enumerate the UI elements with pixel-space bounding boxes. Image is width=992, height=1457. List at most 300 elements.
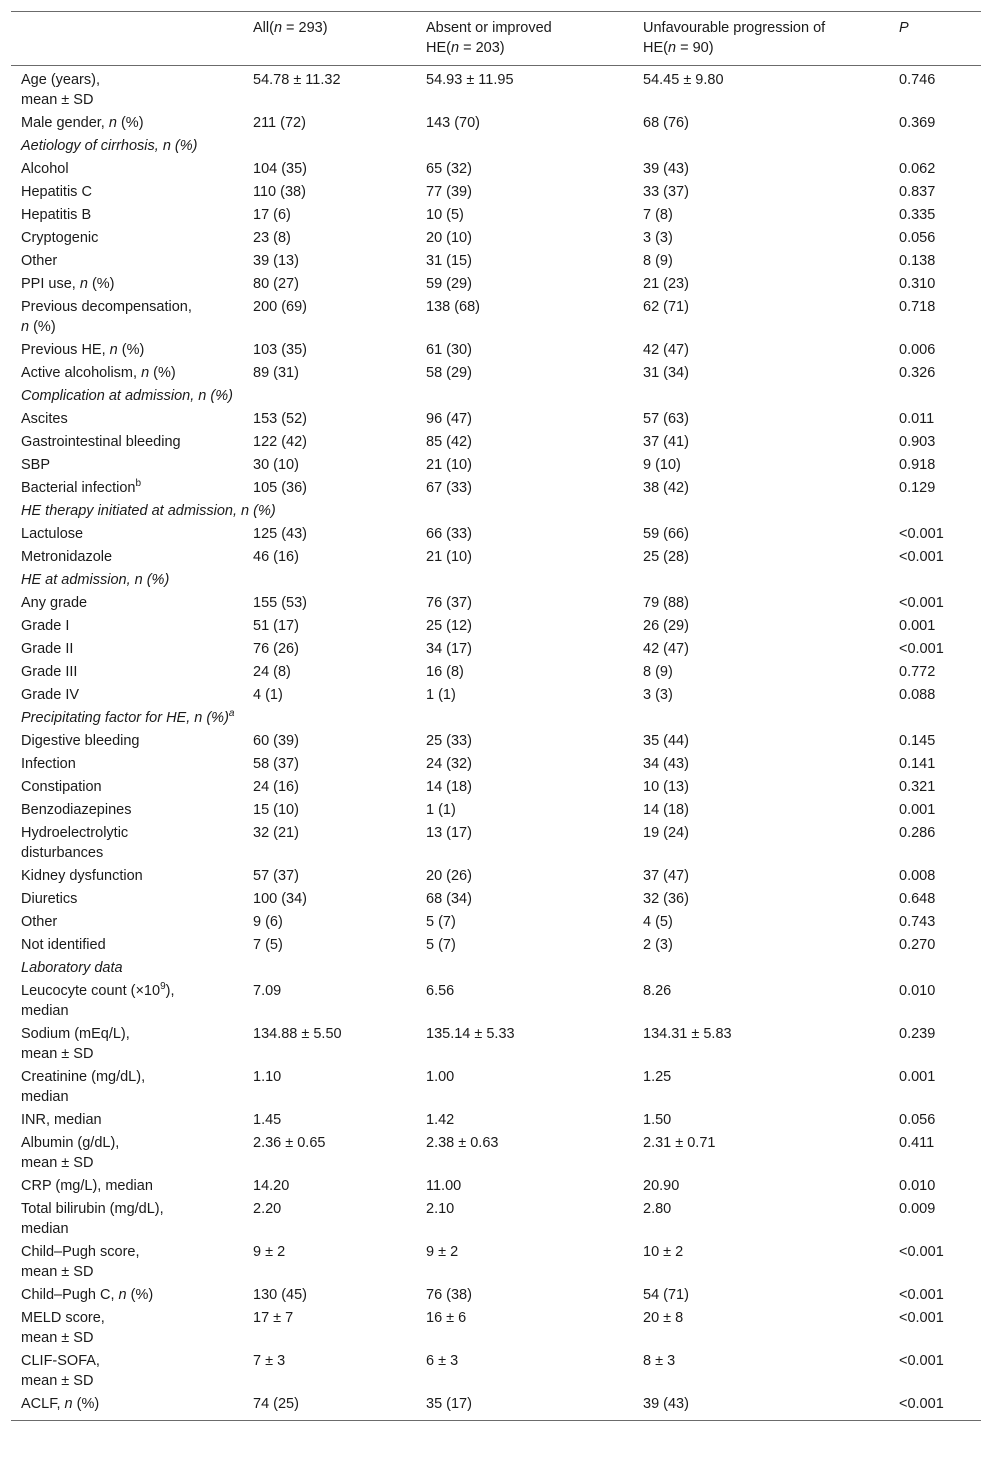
row-label-part: Hepatitis B	[21, 207, 92, 223]
row-label-part: Age (years), mean ± SD	[21, 72, 100, 108]
cell-p-value: 0.270	[899, 937, 936, 953]
cell-all: 76 (26)	[253, 641, 299, 657]
cell-all: 122 (42)	[253, 434, 308, 450]
row-label	[11, 204, 243, 227]
cell-unfavourable: 59 (66)	[643, 526, 689, 542]
row-label-part: n	[64, 1396, 73, 1412]
cell-unfavourable: 19 (24)	[643, 825, 689, 841]
row-label-part: Bacterial infection	[21, 480, 136, 496]
cell-unfavourable: 1.50	[643, 1112, 672, 1128]
cell-absent: 6.56	[426, 983, 455, 999]
cell-p-value: 0.010	[899, 1178, 936, 1194]
cell-unfavourable: 26 (29)	[643, 618, 689, 634]
table-row	[11, 1132, 981, 1175]
cell-all: 9 (6)	[253, 914, 283, 930]
section-label-text: Aetiology of cirrhosis, n (%)	[21, 138, 198, 154]
row-label-part: (%)	[126, 1287, 154, 1303]
cell-p-value: 0.411	[899, 1135, 935, 1151]
row-label	[11, 1284, 243, 1307]
row-label-part: Total bilirubin (mg/dL), median	[21, 1201, 164, 1237]
cell-p-value: 0.718	[899, 299, 936, 315]
section-label-text: Laboratory data	[21, 960, 123, 976]
cell-unfavourable: 4 (5)	[643, 914, 673, 930]
cell-unfavourable: 7 (8)	[643, 207, 673, 223]
table-row	[11, 822, 981, 865]
cell-all: 153 (52)	[253, 411, 308, 427]
cell-unfavourable: 8.26	[643, 983, 672, 999]
row-label	[11, 477, 243, 500]
row-label-part: MELD score, mean ± SD	[21, 1310, 105, 1346]
cell-all: 155 (53)	[253, 595, 308, 611]
cell-absent: 1.00	[426, 1069, 455, 1085]
cell-p-value: 0.088	[899, 687, 936, 703]
row-label	[11, 227, 243, 250]
cell-unfavourable: 37 (47)	[643, 868, 689, 884]
table-row	[11, 730, 981, 753]
cell-all: 1.10	[253, 1069, 282, 1085]
cell-unfavourable: 68 (76)	[643, 115, 689, 131]
row-label-part: Metronidazole	[21, 549, 113, 565]
row-label-part: Grade III	[21, 664, 78, 680]
cell-unfavourable: 10 ± 2	[643, 1244, 684, 1260]
cell-p-value: <0.001	[899, 526, 944, 542]
cell-absent: 138 (68)	[426, 299, 481, 315]
cell-p-value: 0.001	[899, 802, 936, 818]
row-label-part: CRP (mg/L), median	[21, 1178, 153, 1194]
table-row	[11, 1350, 981, 1393]
cell-unfavourable: 32 (36)	[643, 891, 689, 907]
cell-unfavourable: 31 (34)	[643, 365, 689, 381]
row-label-part: Child–Pugh C,	[21, 1287, 119, 1303]
cell-p-value: 0.335	[899, 207, 936, 223]
table-row	[11, 776, 981, 799]
row-label-part: (%)	[116, 115, 144, 131]
row-label-part: CLIF-SOFA, mean ± SD	[21, 1353, 100, 1389]
cell-p-value: 0.010	[899, 983, 936, 999]
row-label	[11, 934, 243, 957]
row-label-part: Previous HE,	[21, 342, 110, 358]
table-row	[11, 158, 981, 181]
cell-absent: 5 (7)	[426, 937, 456, 953]
section-label	[11, 135, 981, 158]
header-variable	[11, 12, 243, 66]
cell-p-value: 0.746	[899, 72, 936, 88]
cell-unfavourable: 8 (9)	[643, 664, 673, 680]
row-label-part: Previous decompensation,	[21, 299, 192, 315]
row-label	[11, 250, 243, 273]
header-all-post: = 293)	[282, 20, 328, 36]
section-footnote-marker: a	[228, 708, 235, 720]
cell-unfavourable: 3 (3)	[643, 687, 673, 703]
section-label	[11, 385, 981, 408]
cell-unfavourable: 54.45 ± 9.80	[643, 72, 724, 88]
row-label	[11, 911, 243, 934]
row-label-part: Albumin (g/dL), mean ± SD	[21, 1135, 120, 1171]
table-row	[11, 638, 981, 661]
table-body	[11, 66, 981, 1421]
cell-p-value: 0.321	[899, 779, 936, 795]
cell-unfavourable: 25 (28)	[643, 549, 689, 565]
cell-all: 74 (25)	[253, 1396, 299, 1412]
section-label	[11, 957, 981, 980]
row-label-sup: b	[135, 478, 142, 490]
table-row	[11, 339, 981, 362]
cell-unfavourable: 134.31 ± 5.83	[643, 1026, 732, 1042]
table-row	[11, 408, 981, 431]
row-label	[11, 339, 243, 362]
cell-all: 39 (13)	[253, 253, 299, 269]
cell-all: 51 (17)	[253, 618, 299, 634]
table-row	[11, 1175, 981, 1198]
row-label-part: n	[21, 319, 30, 335]
row-label-part: Digestive bleeding	[21, 733, 140, 749]
cell-p-value: 0.008	[899, 868, 936, 884]
cell-absent: 25 (33)	[426, 733, 472, 749]
cell-p-value: 0.009	[899, 1201, 936, 1217]
section-label	[11, 569, 981, 592]
cell-absent: 6 ± 3	[426, 1353, 459, 1369]
row-label	[11, 1066, 243, 1109]
cell-unfavourable: 42 (47)	[643, 641, 689, 657]
row-label	[11, 1175, 243, 1198]
table-row	[11, 227, 981, 250]
section-label-text: HE at admission, n (%)	[21, 572, 170, 588]
header-all-n: n	[273, 20, 283, 36]
section-row	[11, 569, 981, 592]
row-label	[11, 181, 243, 204]
row-label	[11, 592, 243, 615]
cell-all: 24 (16)	[253, 779, 299, 795]
cell-all: 30 (10)	[253, 457, 299, 473]
table-row	[11, 431, 981, 454]
row-label	[11, 684, 243, 707]
cell-absent: 54.93 ± 11.95	[426, 72, 514, 88]
cell-absent: 143 (70)	[426, 115, 481, 131]
cell-all: 7 (5)	[253, 937, 283, 953]
row-label-part: Sodium (mEq/L), mean ± SD	[21, 1026, 130, 1062]
cell-p-value: <0.001	[899, 641, 944, 657]
cell-absent: 59 (29)	[426, 276, 472, 292]
section-label-text: Complication at admission, n (%)	[21, 388, 233, 404]
cell-all: 9 ± 2	[253, 1244, 286, 1260]
row-label-part: INR, median	[21, 1112, 102, 1128]
cell-unfavourable: 62 (71)	[643, 299, 689, 315]
cell-absent: 66 (33)	[426, 526, 472, 542]
table-row	[11, 523, 981, 546]
cell-absent: 21 (10)	[426, 549, 472, 565]
cell-all: 15 (10)	[253, 802, 299, 818]
cell-absent: 1 (1)	[426, 802, 456, 818]
cell-p-value: 0.743	[899, 914, 936, 930]
cell-p-value: <0.001	[899, 1287, 944, 1303]
row-label	[11, 66, 243, 113]
row-label-part: Ascites	[21, 411, 68, 427]
header-row	[11, 12, 981, 66]
header-absent	[416, 12, 633, 66]
row-label	[11, 362, 243, 385]
cell-all: 24 (8)	[253, 664, 291, 680]
table-header	[11, 12, 981, 66]
cell-p-value: 0.286	[899, 825, 936, 841]
cell-all: 2.20	[253, 1201, 282, 1217]
header-unfav-line1: Unfavourable progression of	[643, 20, 826, 36]
row-label	[11, 1393, 243, 1421]
cell-absent: 35 (17)	[426, 1396, 472, 1412]
row-label	[11, 1198, 243, 1241]
row-label	[11, 865, 243, 888]
row-label	[11, 730, 243, 753]
row-label-part: Other	[21, 253, 58, 269]
table-container	[11, 11, 981, 1421]
cell-all: 134.88 ± 5.50	[253, 1026, 342, 1042]
cell-absent: 31 (15)	[426, 253, 472, 269]
cell-all: 100 (34)	[253, 891, 308, 907]
row-label-part: (%)	[29, 319, 56, 335]
cell-unfavourable: 20.90	[643, 1178, 680, 1194]
cell-unfavourable: 2 (3)	[643, 937, 673, 953]
cell-absent: 11.00	[426, 1178, 462, 1194]
cell-unfavourable: 3 (3)	[643, 230, 673, 246]
row-label	[11, 431, 243, 454]
row-label-part: ), median	[21, 983, 175, 1019]
row-label-part: (%)	[117, 342, 145, 358]
cell-p-value: 0.141	[899, 756, 936, 772]
cell-p-value: 0.903	[899, 434, 936, 450]
cell-absent: 9 ± 2	[426, 1244, 459, 1260]
row-label-part: Leucocyte count (×10	[21, 983, 161, 999]
cell-unfavourable: 8 (9)	[643, 253, 673, 269]
table-row	[11, 592, 981, 615]
cell-p-value: 0.310	[899, 276, 936, 292]
header-absent-line1: Absent or improved	[426, 20, 552, 36]
header-absent-n: n	[450, 40, 460, 56]
cell-all: 2.36 ± 0.65	[253, 1135, 326, 1151]
header-absent-pre: HE(	[426, 40, 451, 56]
cell-p-value: 0.772	[899, 664, 936, 680]
row-label	[11, 454, 243, 477]
table-row	[11, 1284, 981, 1307]
cell-absent: 13 (17)	[426, 825, 472, 841]
header-unfav-post: = 90)	[676, 40, 714, 56]
table-row	[11, 865, 981, 888]
table-row	[11, 296, 981, 339]
cell-p-value: 0.648	[899, 891, 936, 907]
cell-unfavourable: 8 ± 3	[643, 1353, 676, 1369]
cell-p-value: 0.129	[899, 480, 936, 496]
cell-all: 211 (72)	[253, 115, 306, 131]
table-row	[11, 362, 981, 385]
cell-all: 80 (27)	[253, 276, 299, 292]
section-label-text: Precipitating factor for HE, n (%)	[21, 710, 229, 726]
cell-absent: 65 (32)	[426, 161, 472, 177]
table-row	[11, 273, 981, 296]
cell-absent: 10 (5)	[426, 207, 464, 223]
row-label	[11, 112, 243, 135]
cell-absent: 21 (10)	[426, 457, 472, 473]
row-label-part: n	[108, 115, 117, 131]
cell-p-value: 0.001	[899, 1069, 936, 1085]
table-row	[11, 615, 981, 638]
row-label-part: Other	[21, 914, 58, 930]
cell-absent: 77 (39)	[426, 184, 472, 200]
row-label	[11, 980, 243, 1023]
cell-p-value: 0.326	[899, 365, 936, 381]
cell-p-value: 0.056	[899, 1112, 936, 1128]
row-label-part: n	[109, 342, 118, 358]
table-row	[11, 911, 981, 934]
cell-absent: 58 (29)	[426, 365, 472, 381]
cell-absent: 68 (34)	[426, 891, 472, 907]
row-label	[11, 1307, 243, 1350]
cell-absent: 16 ± 6	[426, 1310, 467, 1326]
cell-all: 46 (16)	[253, 549, 299, 565]
data-table	[11, 11, 981, 1421]
table-row	[11, 799, 981, 822]
table-row	[11, 684, 981, 707]
cell-absent: 76 (37)	[426, 595, 472, 611]
cell-all: 32 (21)	[253, 825, 299, 841]
table-row	[11, 980, 981, 1023]
cell-all: 89 (31)	[253, 365, 299, 381]
cell-absent: 85 (42)	[426, 434, 472, 450]
table-row	[11, 753, 981, 776]
row-label-part: Male gender,	[21, 115, 109, 131]
cell-all: 57 (37)	[253, 868, 299, 884]
row-label	[11, 546, 243, 569]
row-label-part: Alcohol	[21, 161, 69, 177]
cell-p-value: <0.001	[899, 1310, 944, 1326]
row-label	[11, 888, 243, 911]
section-label	[11, 500, 981, 523]
row-label	[11, 1023, 243, 1066]
row-label-part: ACLF,	[21, 1396, 65, 1412]
row-label	[11, 273, 243, 296]
table-row	[11, 1023, 981, 1066]
table-row	[11, 1393, 981, 1421]
section-row	[11, 500, 981, 523]
cell-unfavourable: 2.31 ± 0.71	[643, 1135, 716, 1151]
table-row	[11, 1066, 981, 1109]
row-label-part: (%)	[72, 1396, 100, 1412]
row-label-part: (%)	[149, 365, 176, 381]
row-label-part: Grade IV	[21, 687, 80, 703]
row-label	[11, 776, 243, 799]
cell-all: 200 (69)	[253, 299, 308, 315]
table-row	[11, 888, 981, 911]
cell-absent: 16 (8)	[426, 664, 464, 680]
table-row	[11, 250, 981, 273]
cell-unfavourable: 34 (43)	[643, 756, 689, 772]
cell-unfavourable: 21 (23)	[643, 276, 689, 292]
table-row	[11, 661, 981, 684]
cell-unfavourable: 39 (43)	[643, 1396, 689, 1412]
cell-unfavourable: 14 (18)	[643, 802, 689, 818]
row-label-part: Grade I	[21, 618, 70, 634]
cell-p-value: 0.138	[899, 253, 936, 269]
row-label-part: Creatinine (mg/dL), median	[21, 1069, 146, 1105]
table-row	[11, 66, 981, 113]
header-unfavourable	[633, 12, 889, 66]
table-row	[11, 454, 981, 477]
row-label	[11, 296, 243, 339]
header-p: P	[899, 20, 909, 36]
table-row	[11, 204, 981, 227]
cell-all: 4 (1)	[253, 687, 283, 703]
cell-absent: 1 (1)	[426, 687, 456, 703]
cell-p-value: 0.056	[899, 230, 936, 246]
table-row	[11, 546, 981, 569]
cell-absent: 5 (7)	[426, 914, 456, 930]
cell-absent: 1.42	[426, 1112, 455, 1128]
cell-unfavourable: 37 (41)	[643, 434, 689, 450]
cell-p-value: <0.001	[899, 1244, 944, 1260]
row-label	[11, 408, 243, 431]
row-label-part: Grade II	[21, 641, 74, 657]
row-label-part: Kidney dysfunction	[21, 868, 143, 884]
cell-all: 23 (8)	[253, 230, 291, 246]
row-label-part: (%)	[87, 276, 115, 292]
row-label-part: Gastrointestinal bleeding	[21, 434, 181, 450]
row-label	[11, 799, 243, 822]
cell-all: 14.20	[253, 1178, 290, 1194]
table-row	[11, 112, 981, 135]
table-row	[11, 181, 981, 204]
cell-p-value: 0.837	[899, 184, 936, 200]
cell-all: 7.09	[253, 983, 282, 999]
cell-unfavourable: 10 (13)	[643, 779, 689, 795]
cell-all: 58 (37)	[253, 756, 299, 772]
cell-absent: 2.10	[426, 1201, 455, 1217]
cell-all: 110 (38)	[253, 184, 306, 200]
cell-unfavourable: 2.80	[643, 1201, 672, 1217]
row-label-part: Active alcoholism,	[21, 365, 142, 381]
row-label	[11, 158, 243, 181]
row-label	[11, 661, 243, 684]
row-label-part: Hydroelectrolytic disturbances	[21, 825, 129, 861]
section-row	[11, 385, 981, 408]
table-row	[11, 1241, 981, 1284]
cell-unfavourable: 54 (71)	[643, 1287, 689, 1303]
section-label	[11, 707, 981, 730]
cell-p-value: 0.011	[899, 411, 935, 427]
cell-absent: 2.38 ± 0.63	[426, 1135, 499, 1151]
cell-unfavourable: 38 (42)	[643, 480, 689, 496]
section-row	[11, 707, 981, 730]
cell-p-value: <0.001	[899, 1353, 944, 1369]
cell-all: 125 (43)	[253, 526, 308, 542]
row-label-part: n	[79, 276, 88, 292]
table-row	[11, 1198, 981, 1241]
cell-p-value: <0.001	[899, 595, 944, 611]
row-label-part: Benzodiazepines	[21, 802, 132, 818]
cell-absent: 67 (33)	[426, 480, 472, 496]
row-label-part: Not identified	[21, 937, 106, 953]
row-label-part: Lactulose	[21, 526, 84, 542]
cell-absent: 34 (17)	[426, 641, 472, 657]
row-label	[11, 638, 243, 661]
row-label-part: Infection	[21, 756, 76, 772]
table-row	[11, 1307, 981, 1350]
cell-p-value: 0.001	[899, 618, 936, 634]
cell-absent: 20 (10)	[426, 230, 472, 246]
cell-unfavourable: 42 (47)	[643, 342, 689, 358]
cell-unfavourable: 39 (43)	[643, 161, 689, 177]
cell-absent: 135.14 ± 5.33	[426, 1026, 515, 1042]
table-row	[11, 477, 981, 500]
cell-p-value: 0.369	[899, 115, 936, 131]
row-label-part: Constipation	[21, 779, 102, 795]
cell-all: 7 ± 3	[253, 1353, 286, 1369]
